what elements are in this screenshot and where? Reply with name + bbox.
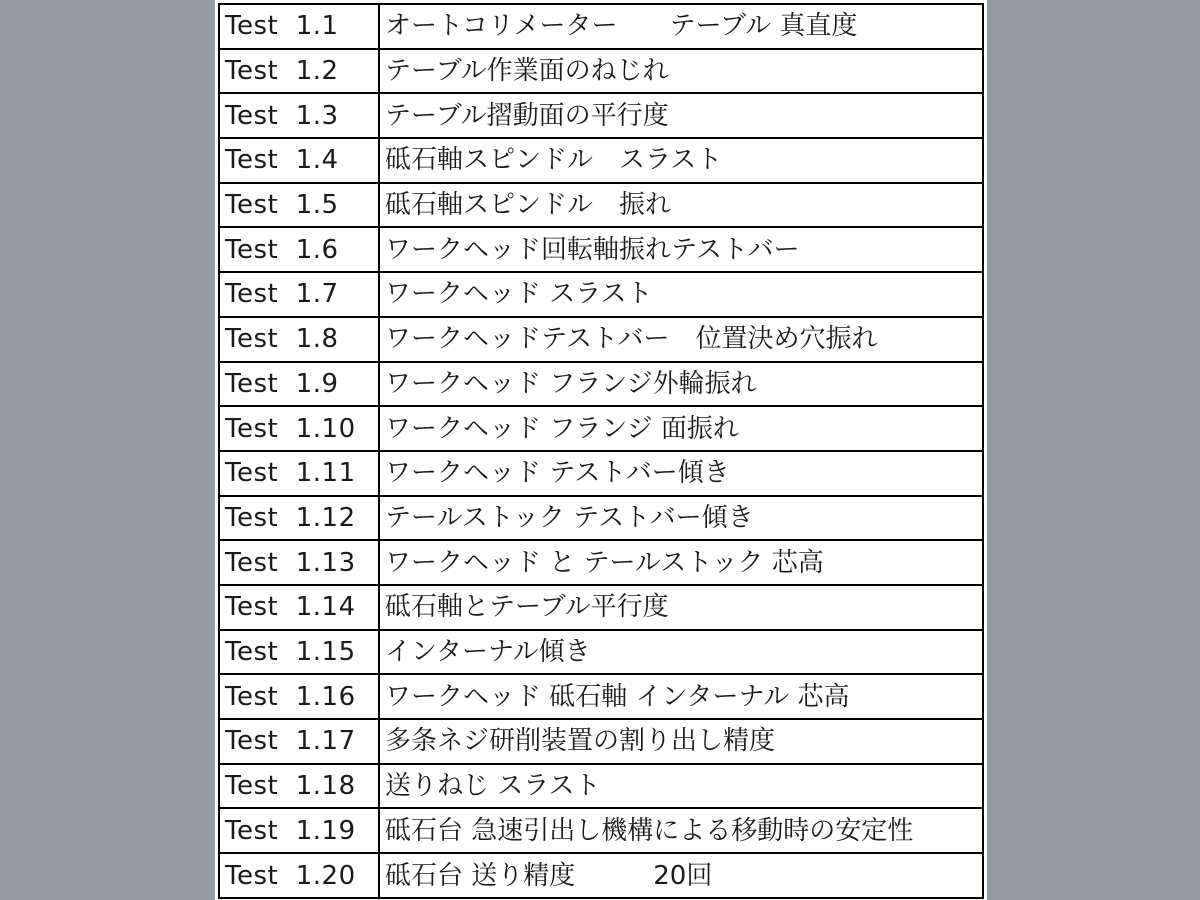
test-description: 多条ネジ研削装置の割り出し精度 bbox=[379, 719, 983, 764]
table-row bbox=[219, 49, 983, 94]
test-description: テーブル作業面のねじれ bbox=[379, 49, 983, 94]
table-row bbox=[219, 4, 983, 49]
test-id: Test 1.20 bbox=[219, 853, 379, 898]
test-id: Test 1.13 bbox=[219, 540, 379, 585]
test-description: 砥石台 急速引出し機構による移動時の安定性 bbox=[379, 808, 983, 853]
test-id: Test 1.8 bbox=[219, 317, 379, 362]
test-description: ワークヘッド テストバー傾き bbox=[379, 451, 983, 496]
test-id: Test 1.7 bbox=[219, 272, 379, 317]
table-row bbox=[219, 674, 983, 719]
test-id: Test 1.16 bbox=[219, 674, 379, 719]
test-description: インターナル傾き bbox=[379, 630, 983, 675]
table-row bbox=[219, 808, 983, 853]
table-row bbox=[219, 227, 983, 272]
test-description: 砥石台 送り精度 20回 bbox=[379, 853, 983, 898]
test-id: Test 1.10 bbox=[219, 406, 379, 451]
test-id: Test 1.19 bbox=[219, 808, 379, 853]
test-id: Test 1.17 bbox=[219, 719, 379, 764]
test-id: Test 1.3 bbox=[219, 93, 379, 138]
table-row bbox=[219, 764, 983, 809]
table-row bbox=[219, 585, 983, 630]
test-id: Test 1.2 bbox=[219, 49, 379, 94]
test-description: ワークヘッド 砥石軸 インターナル 芯高 bbox=[379, 674, 983, 719]
test-description: テールストック テストバー傾き bbox=[379, 496, 983, 541]
table-row bbox=[219, 138, 983, 183]
test-id: Test 1.1 bbox=[219, 4, 379, 49]
test-id: Test 1.18 bbox=[219, 764, 379, 809]
table-row bbox=[219, 853, 983, 898]
test-id: Test 1.6 bbox=[219, 227, 379, 272]
table-row bbox=[219, 719, 983, 764]
table-row bbox=[219, 451, 983, 496]
test-id: Test 1.5 bbox=[219, 183, 379, 228]
table-body bbox=[219, 4, 983, 898]
table-row bbox=[219, 317, 983, 362]
test-description: ワークヘッド と テールストック 芯高 bbox=[379, 540, 983, 585]
table-row bbox=[219, 272, 983, 317]
test-id: Test 1.11 bbox=[219, 451, 379, 496]
table-row bbox=[219, 406, 983, 451]
table-row bbox=[219, 630, 983, 675]
document-page bbox=[215, 0, 987, 900]
test-description: ワークヘッド スラスト bbox=[379, 272, 983, 317]
test-id: Test 1.15 bbox=[219, 630, 379, 675]
table-row bbox=[219, 183, 983, 228]
test-description: ワークヘッドテストバー 位置決め穴振れ bbox=[379, 317, 983, 362]
test-description: 砥石軸とテーブル平行度 bbox=[379, 585, 983, 630]
test-id: Test 1.4 bbox=[219, 138, 379, 183]
test-id: Test 1.12 bbox=[219, 496, 379, 541]
test-description: オートコリメーター テーブル 真直度 bbox=[379, 4, 983, 49]
test-description: 砥石軸スピンドル スラスト bbox=[379, 138, 983, 183]
test-id: Test 1.14 bbox=[219, 585, 379, 630]
test-description: ワークヘッド フランジ外輪振れ bbox=[379, 362, 983, 407]
test-id: Test 1.9 bbox=[219, 362, 379, 407]
test-description: ワークヘッド フランジ 面振れ bbox=[379, 406, 983, 451]
test-description: ワークヘッド回転軸振れテストバー bbox=[379, 227, 983, 272]
table-row bbox=[219, 362, 983, 407]
table-row bbox=[219, 93, 983, 138]
test-description: テーブル摺動面の平行度 bbox=[379, 93, 983, 138]
test-description: 送りねじ スラスト bbox=[379, 764, 983, 809]
test-list-table bbox=[218, 3, 984, 899]
table-row bbox=[219, 496, 983, 541]
table-row bbox=[219, 540, 983, 585]
test-description: 砥石軸スピンドル 振れ bbox=[379, 183, 983, 228]
